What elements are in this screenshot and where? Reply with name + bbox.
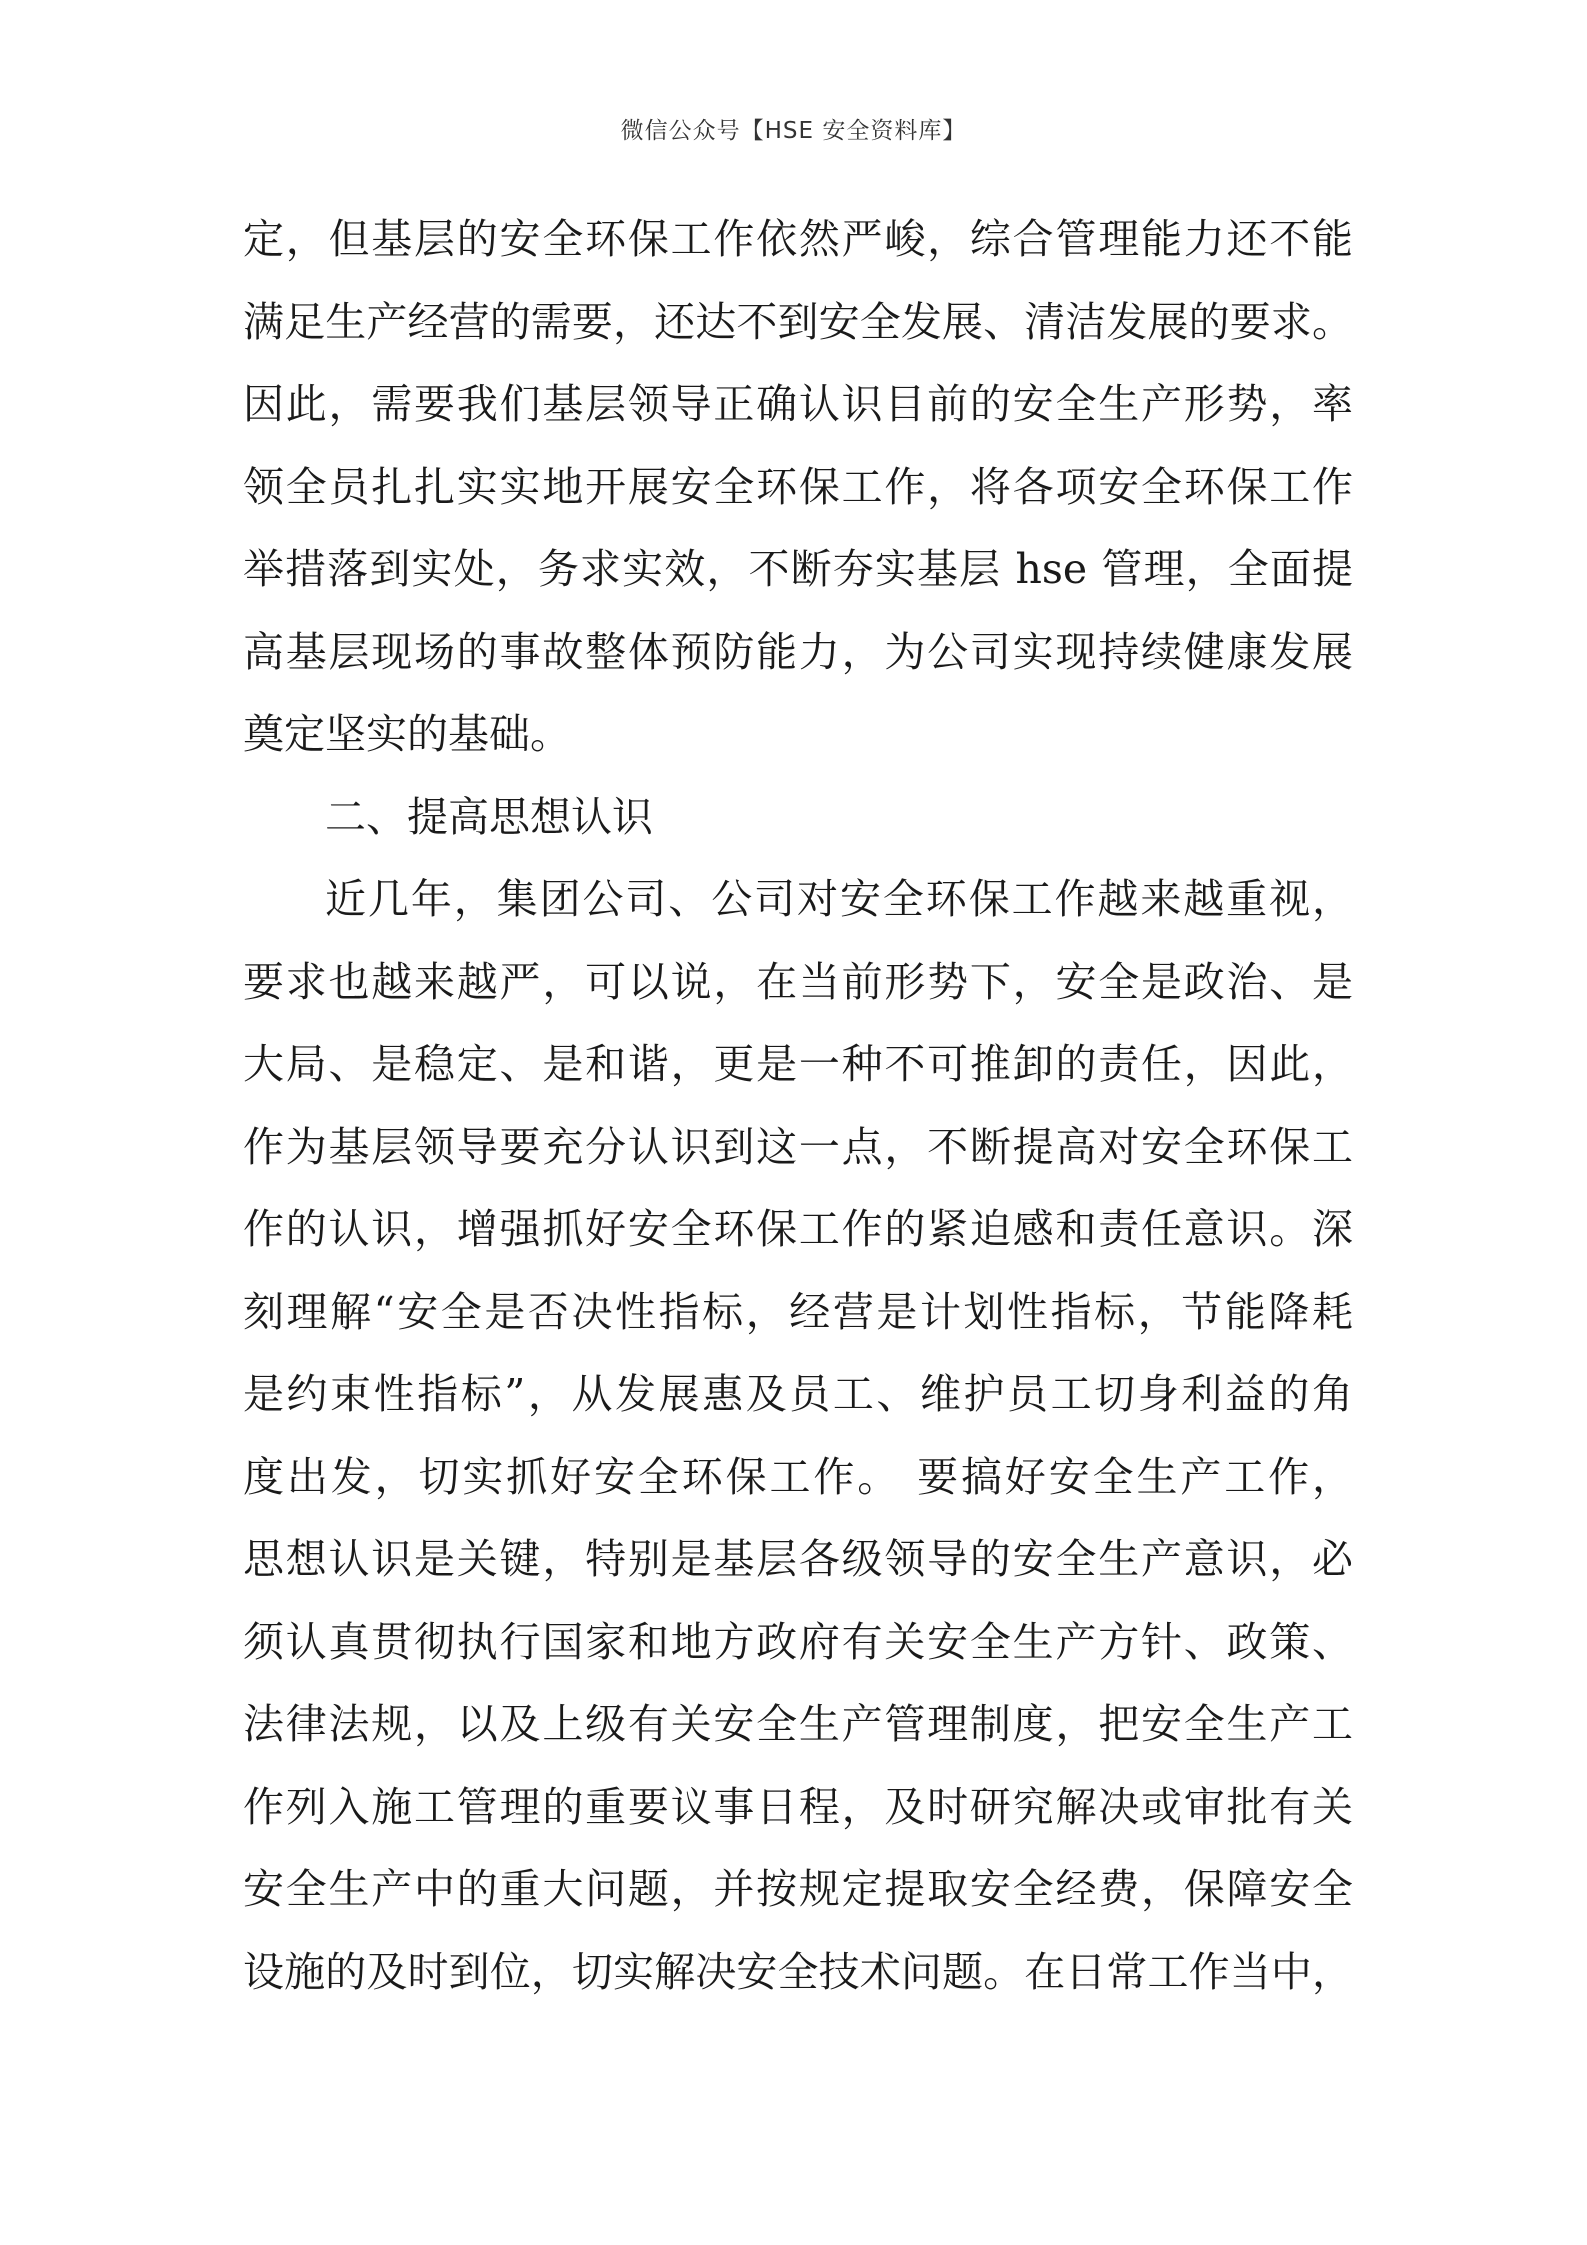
text-line: 作列入施工管理的重要议事日程，及时研究解决或审批有关: [243, 1782, 1353, 1831]
text-line: 高基层现场的事故整体预防能力，为公司实现持续健康发展: [243, 627, 1353, 676]
text-line: 举措落到实处，务求实效，不断夯实基层 hse 管理，全面提: [243, 545, 1353, 593]
text-line: 奠定坚实的基础。: [243, 710, 571, 758]
text-line: 是约束性指标”，从发展惠及员工、维护员工切身利益的角: [243, 1370, 1353, 1418]
text-line: 作为基层领导要充分认识到这一点，不断提高对安全环保工: [243, 1122, 1353, 1171]
text-line: 作的认识，增强抓好安全环保工作的紧迫感和责任意识。深: [243, 1205, 1353, 1253]
text-line: 定，但基层的安全环保工作依然严峻，综合管理能力还不能: [243, 215, 1353, 263]
text-line: 大局、是稳定、是和谐，更是一种不可推卸的责任，因此，: [243, 1040, 1353, 1088]
text-line: 要求也越来越严，可以说，在当前形势下，安全是政治、是: [243, 957, 1353, 1006]
text-line: 领全员扎扎实实地开展安全环保工作，将各项安全环保工作: [243, 462, 1353, 511]
text-line: 安全生产中的重大问题，并按规定提取安全经费，保障安全: [243, 1865, 1353, 1913]
text-line: 设施的及时到位，切实解决安全技术问题。在日常工作当中，: [243, 1947, 1353, 1996]
text-line: 刻理解“安全是否决性指标，经营是计划性指标，节能降耗: [243, 1287, 1353, 1336]
text-line: 思想认识是关键，特别是基层各级领导的安全生产意识，必: [243, 1535, 1353, 1583]
text-line: 因此，需要我们基层领导正确认识目前的安全生产形势，率: [243, 380, 1353, 428]
text-line: 须认真贯彻执行国家和地方政府有关安全生产方针、政策、: [243, 1617, 1353, 1666]
text-line: 度出发，切实抓好安全环保工作。 要搞好安全生产工作，: [243, 1452, 1353, 1501]
page-header: 微信公众号【HSE 安全资料库】: [620, 118, 967, 144]
document-body: [243, 198, 1353, 2013]
section-heading: 二、提高思想认识: [325, 792, 653, 841]
text-line: 满足生产经营的需要，还达不到安全发展、清洁发展的要求。: [243, 297, 1353, 346]
text-line: 近几年，集团公司、公司对安全环保工作越来越重视，: [325, 875, 1353, 923]
text-line: 法律法规，以及上级有关安全生产管理制度，把安全生产工: [243, 1700, 1353, 1748]
